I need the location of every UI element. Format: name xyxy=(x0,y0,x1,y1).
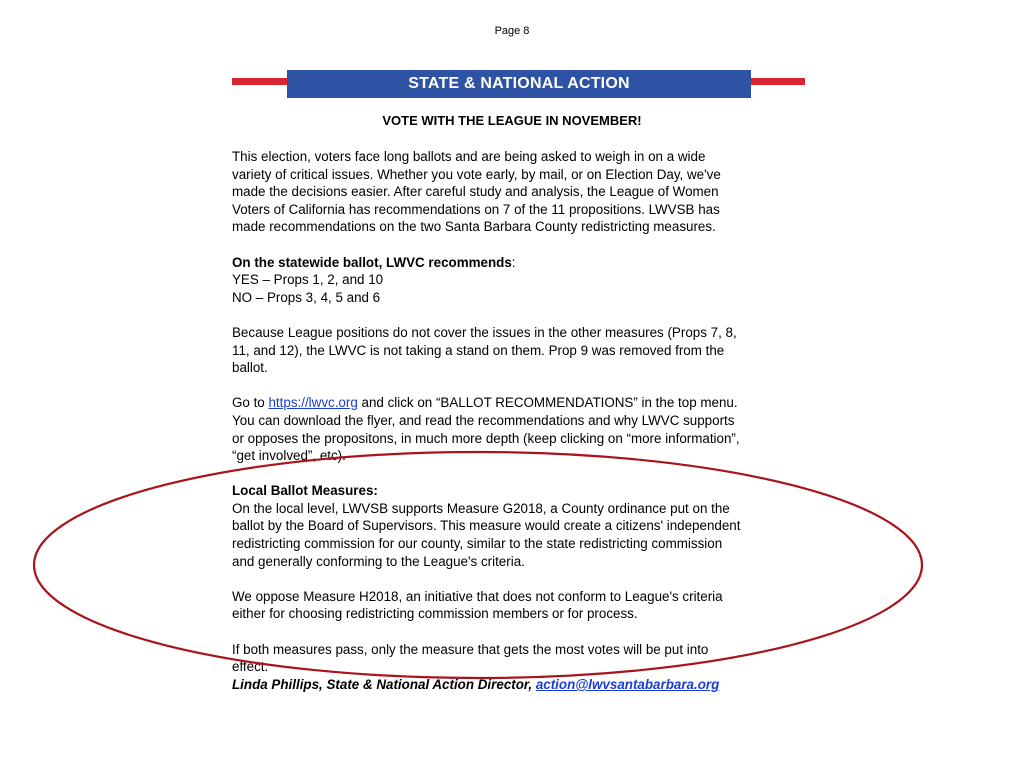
no-recommendations: NO – Props 3, 4, 5 and 6 xyxy=(232,289,381,305)
page-number: Page 8 xyxy=(494,25,530,37)
banner-right-stripe xyxy=(751,78,805,85)
text-line: effect. xyxy=(232,659,269,675)
intro-paragraph xyxy=(232,148,812,236)
goto-prefix: Go to xyxy=(232,395,269,411)
local-measures-section xyxy=(232,482,812,676)
headline: VOTE WITH THE LEAGUE IN NOVEMBER! xyxy=(382,113,642,128)
goto-paragraph xyxy=(232,394,812,464)
text-line: 11, and 12), the LWVC is not taking a stand on them. Prop 9 was removed from the xyxy=(232,342,725,358)
text-line: If both measures pass, only the measure that gets the most votes will be put into xyxy=(232,641,709,657)
text-line: variety of critical issues. Whether you vote early, by mail, or on Election Day, we've xyxy=(232,166,721,182)
text-line: redistricting commission for our county, similar to the state redistricting commission xyxy=(232,536,723,552)
goto-suffix: and click on “BALLOT RECOMMENDATIONS” in the top menu. xyxy=(357,395,738,411)
text-line: either for choosing redistricting commission members or for process. xyxy=(232,606,638,622)
local-measures-heading: Local Ballot Measures: xyxy=(232,483,378,499)
statewide-heading-line xyxy=(232,254,812,272)
text-line: and generally conforming to the League's criteria. xyxy=(232,553,525,569)
statewide-section xyxy=(232,254,812,307)
positions-paragraph xyxy=(232,324,812,377)
text-line: We oppose Measure H2018, an initiative that does not conform to League's criteria xyxy=(232,588,723,604)
text-line: You can download the flyer, and read the recommendations and why LWVC supports xyxy=(232,412,735,428)
text-line: ballot by the Board of Supervisors. This measure would create a citizens' independent xyxy=(232,518,741,534)
text-line: This election, voters face long ballots and are being asked to weigh in on a wide xyxy=(232,149,706,164)
statewide-heading: On the statewide ballot, LWVC recommends xyxy=(232,254,512,270)
yes-recommendations: YES – Props 1, 2, and 10 xyxy=(232,272,384,288)
text-line: or opposes the propositons, in much more depth (keep clicking on “more information”, xyxy=(232,430,740,446)
article-body xyxy=(232,148,812,693)
section-banner-title: STATE & NATIONAL ACTION xyxy=(408,75,630,92)
lwvc-link[interactable]: https://lwvc.org xyxy=(268,395,358,411)
goto-first-line xyxy=(232,394,812,412)
banner-left-stripe xyxy=(232,78,287,85)
text-line: made the decisions easier. After careful study and analysis, the League of Women xyxy=(232,184,719,200)
text-line: made recommendations on the two Santa Barbara County redistricting measures. xyxy=(232,219,716,235)
statewide-heading-colon: : xyxy=(511,254,516,270)
section-banner xyxy=(287,70,751,98)
text-line: Because League positions do not cover the issues in the other measures (Props 7, 8, xyxy=(232,324,737,340)
signature-text: Linda Phillips, State & National Action Director, xyxy=(232,676,536,692)
text-line: Voters of California has recommendations on 7 of the 11 propositions. LWVSB has xyxy=(232,201,720,217)
text-line: On the local level, LWVSB supports Measure G2018, a County ordinance put on the xyxy=(232,500,730,516)
text-line: ballot. xyxy=(232,360,268,376)
signature-email-link[interactable]: action@lwvsantabarbara.org xyxy=(535,676,720,692)
signature xyxy=(232,676,812,694)
text-line: “get involved”, etc). xyxy=(232,448,346,464)
